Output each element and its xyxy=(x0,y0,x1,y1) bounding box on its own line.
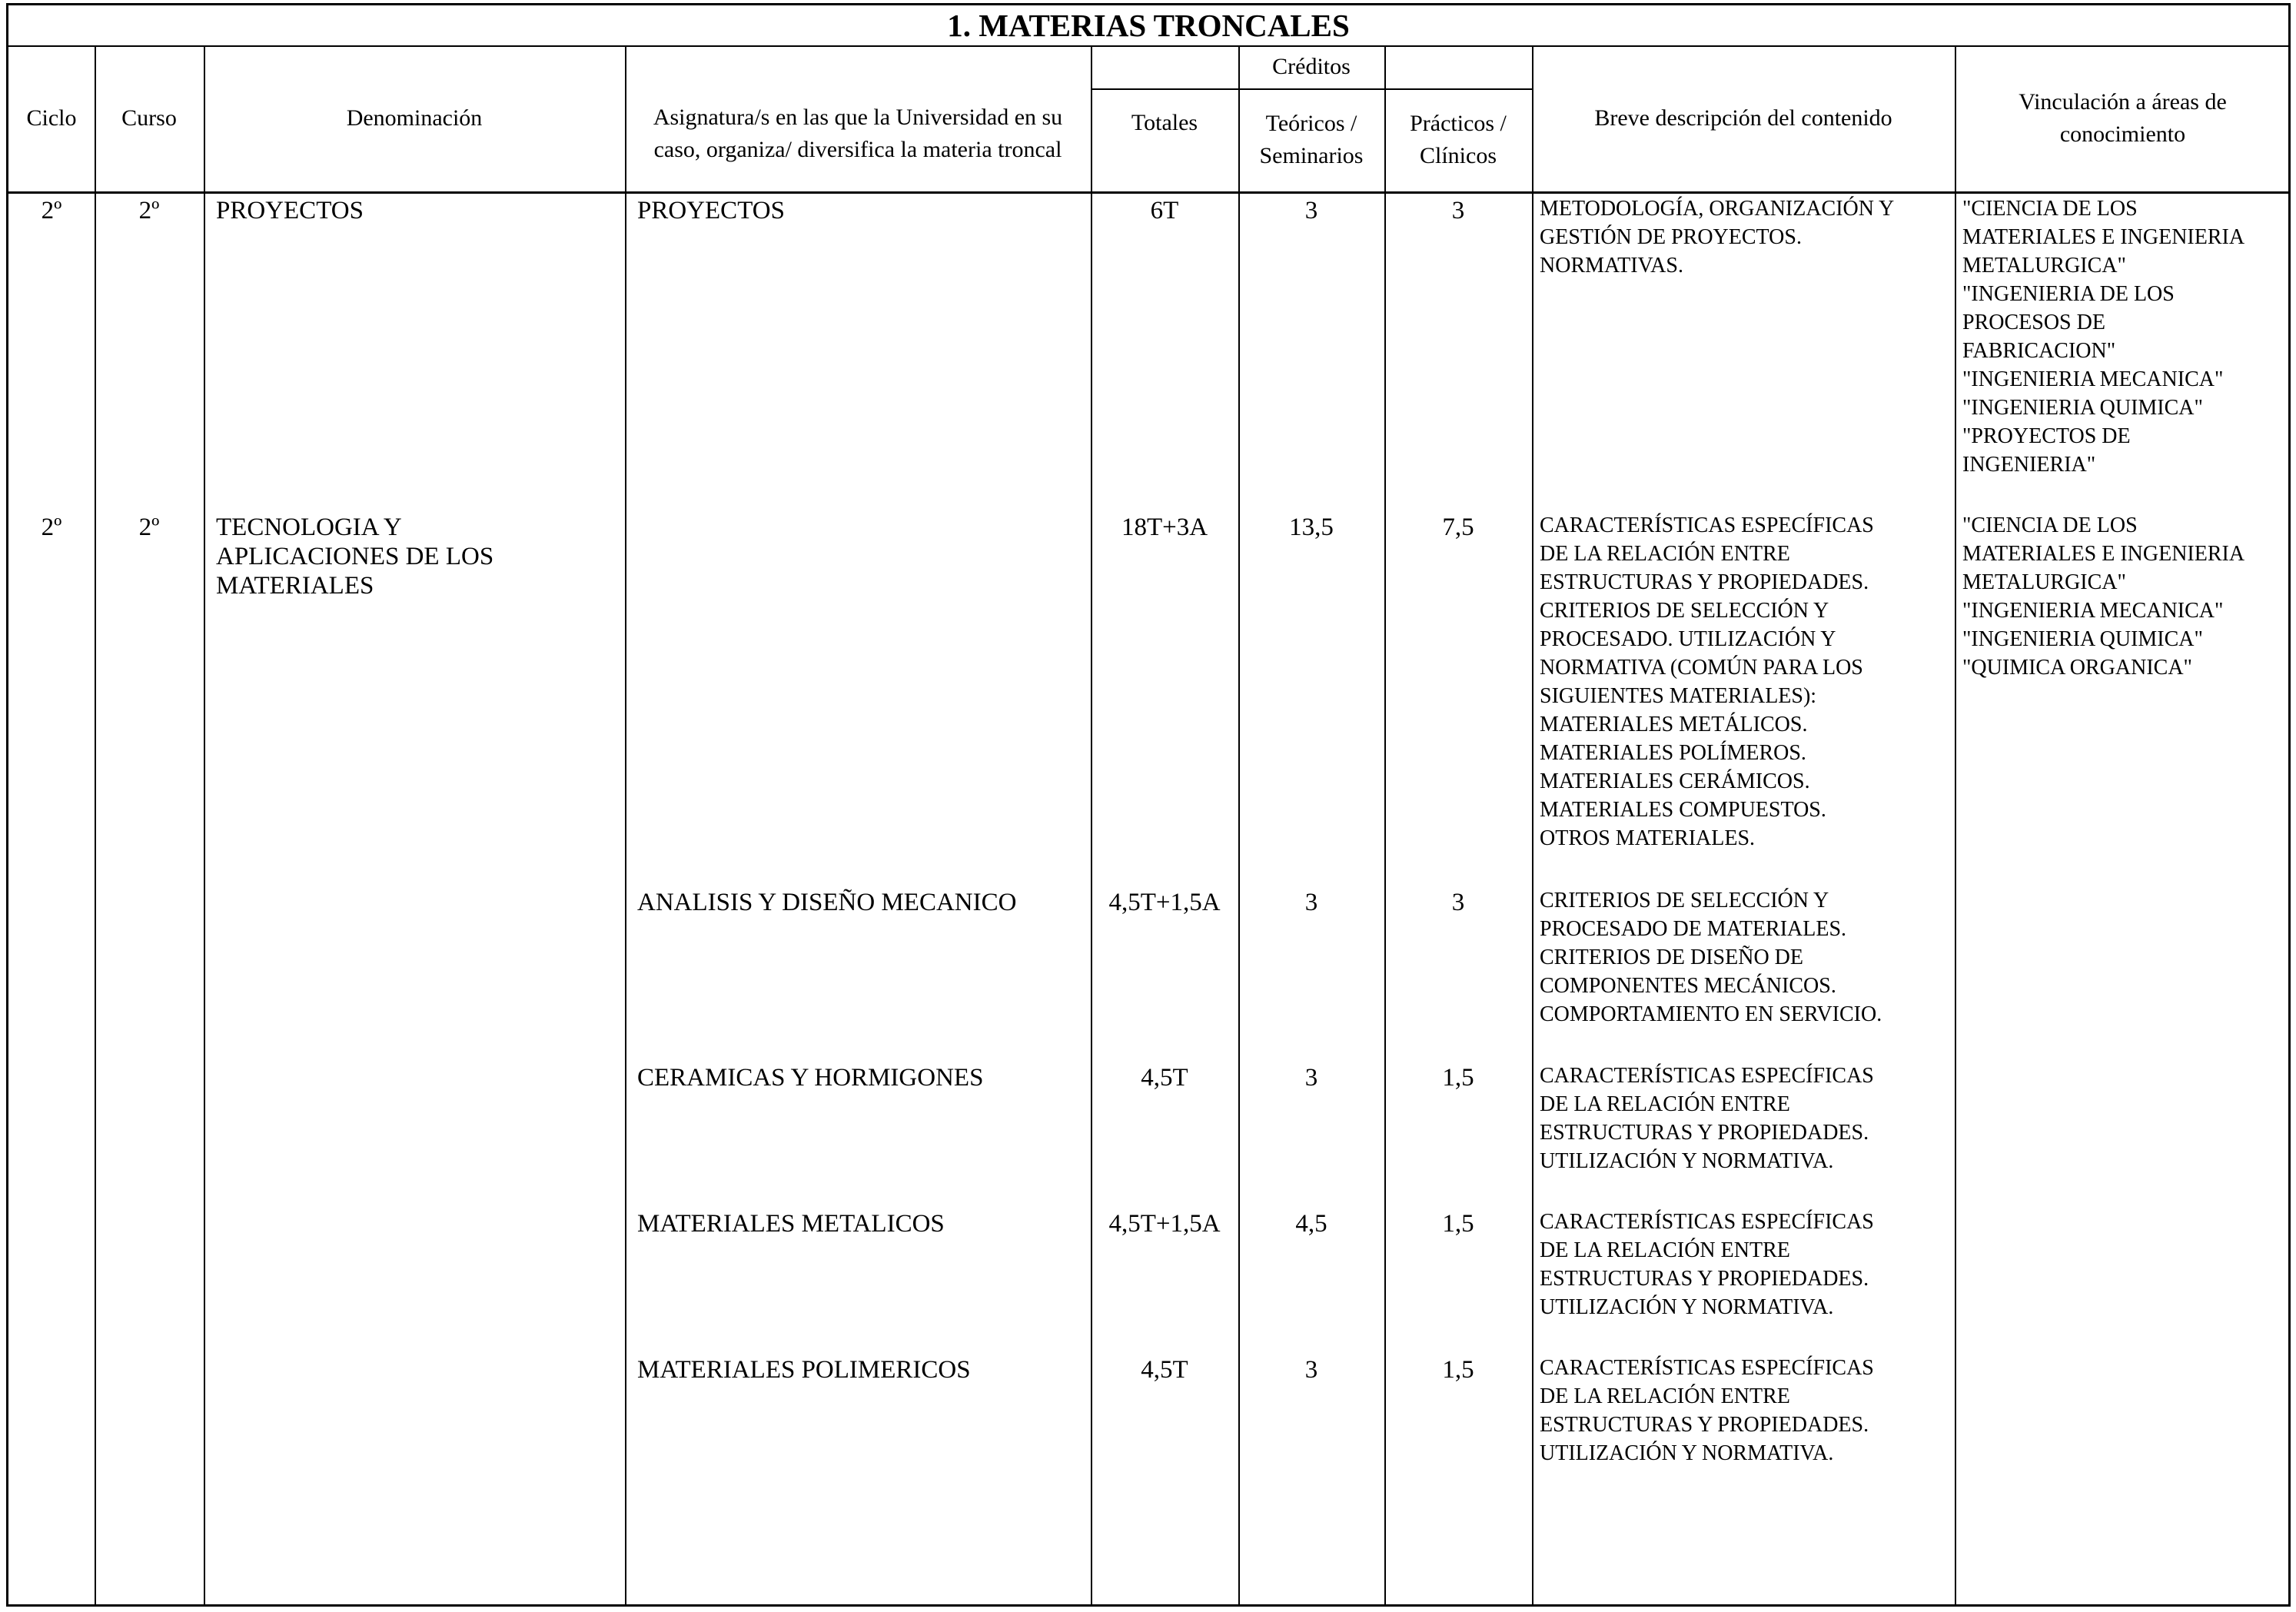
cell-totales: 6T xyxy=(1150,197,1179,224)
cell-curso: 2º xyxy=(138,197,160,224)
cell-asignatura: ANALISIS Y DISEÑO MECANICO xyxy=(637,889,1017,916)
cell-totales: 4,5T+1,5A xyxy=(1108,889,1221,916)
cell-descripcion: CARACTERÍSTICAS ESPECÍFICAS DE LA RELACIÓN ENTRE ESTRUCTURAS Y PROPIEDADES. UTILIZACIÓN Y NORMATIVA. xyxy=(1540,1064,1874,1173)
cell-asignatura: PROYECTOS xyxy=(637,197,785,224)
cell-descripcion: CARACTERÍSTICAS ESPECÍFICAS DE LA RELACIÓN ENTRE ESTRUCTURAS Y PROPIEDADES. CRITERIOS DE SELECCIÓN Y PROCESADO. UTILIZACIÓN Y NORMATIVA (COMÚN PARA LOS SIGUIENTES MATERIALES): MATERIALES METÁLICOS. MATERIALES POLÍMEROS. MATERIALES CERÁMICOS. MATERIALES COMPUESTOS. OTROS MATERIALES. xyxy=(1540,514,1874,850)
cell-practicos: 1,5 xyxy=(1442,1064,1474,1092)
cell-descripcion: CARACTERÍSTICAS ESPECÍFICAS DE LA RELACIÓN ENTRE ESTRUCTURAS Y PROPIEDADES. UTILIZACIÓN Y NORMATIVA. xyxy=(1540,1356,1874,1465)
cell-descripcion: METODOLOGÍA, ORGANIZACIÓN Y GESTIÓN DE PROYECTOS. NORMATIVAS. xyxy=(1540,197,1895,278)
cell-curso: 2º xyxy=(138,514,160,541)
column-divider xyxy=(1532,45,1533,1604)
column-divider xyxy=(1955,45,1956,1604)
cell-asignatura: CERAMICAS Y HORMIGONES xyxy=(637,1064,984,1092)
cell-ciclo: 2º xyxy=(41,197,62,224)
cell-denominacion: TECNOLOGIA Y APLICACIONES DE LOS MATERIALES xyxy=(216,514,494,600)
cell-teoricos: 3 xyxy=(1304,197,1318,224)
cell-descripcion: CRITERIOS DE SELECCIÓN Y PROCESADO DE MATERIALES. CRITERIOS DE DISEÑO DE COMPONENTES MECÁNICOS. COMPORTAMIENTO EN SERVICIO. xyxy=(1540,889,1882,1026)
header-denominacion: Denominación xyxy=(346,105,483,131)
column-divider xyxy=(204,45,205,1604)
cell-practicos: 1,5 xyxy=(1442,1356,1474,1384)
cell-totales: 4,5T xyxy=(1141,1064,1188,1092)
cell-practicos: 3 xyxy=(1451,889,1465,916)
header-creditos: Créditos xyxy=(1272,54,1351,79)
cell-descripcion: CARACTERÍSTICAS ESPECÍFICAS DE LA RELACIÓN ENTRE ESTRUCTURAS Y PROPIEDADES. UTILIZACIÓN Y NORMATIVA. xyxy=(1540,1210,1874,1319)
cell-practicos: 1,5 xyxy=(1442,1210,1474,1238)
cell-teoricos: 13,5 xyxy=(1289,514,1334,541)
cell-asignatura: MATERIALES METALICOS xyxy=(637,1210,945,1238)
header-descripcion: Breve descripción del contenido xyxy=(1594,105,1892,131)
cell-ciclo: 2º xyxy=(41,514,62,541)
cell-teoricos: 3 xyxy=(1304,889,1318,916)
header-teoricos: Teóricos / Seminarios xyxy=(1259,111,1364,168)
header-vinculacion: Vinculación a áreas de conocimiento xyxy=(2019,89,2227,147)
cell-teoricos: 3 xyxy=(1304,1064,1318,1092)
column-divider xyxy=(95,45,96,1604)
cell-totales: 4,5T+1,5A xyxy=(1108,1210,1221,1238)
header-ciclo: Ciclo xyxy=(26,105,77,131)
header-asignatura: Asignatura/s en las que la Universidad en su caso, organiza/ diversifica la materia troncal xyxy=(653,105,1063,162)
cell-vinculacion: "CIENCIA DE LOS MATERIALES E INGENIERIA METALURGICA" "INGENIERIA MECANICA" "INGENIERIA QUIMICA" "QUIMICA ORGANICA" xyxy=(1962,514,2245,680)
cell-totales: 18T+3A xyxy=(1121,514,1208,541)
cell-vinculacion: "CIENCIA DE LOS MATERIALES E INGENIERIA METALURGICA" "INGENIERIA DE LOS PROCESOS DE FABRICACION" "INGENIERIA MECANICA" "INGENIERIA QUIMICA" "PROYECTOS DE INGENIERIA" xyxy=(1962,197,2245,477)
materias-troncales-table xyxy=(6,3,2291,1607)
header-curso: Curso xyxy=(121,105,177,131)
header-practicos: Prácticos / Clínicos xyxy=(1410,111,1507,168)
cell-denominacion: PROYECTOS xyxy=(216,197,364,224)
header-totales: Totales xyxy=(1131,110,1198,135)
header-divider xyxy=(8,191,2288,194)
column-divider xyxy=(625,45,626,1604)
cell-asignatura: MATERIALES POLIMERICOS xyxy=(637,1356,971,1384)
cell-totales: 4,5T xyxy=(1141,1356,1188,1384)
table-title: 1. MATERIAS TRONCALES xyxy=(947,8,1350,43)
cell-teoricos: 3 xyxy=(1304,1356,1318,1384)
cell-teoricos: 4,5 xyxy=(1295,1210,1327,1238)
cell-practicos: 7,5 xyxy=(1442,514,1474,541)
cell-practicos: 3 xyxy=(1451,197,1465,224)
